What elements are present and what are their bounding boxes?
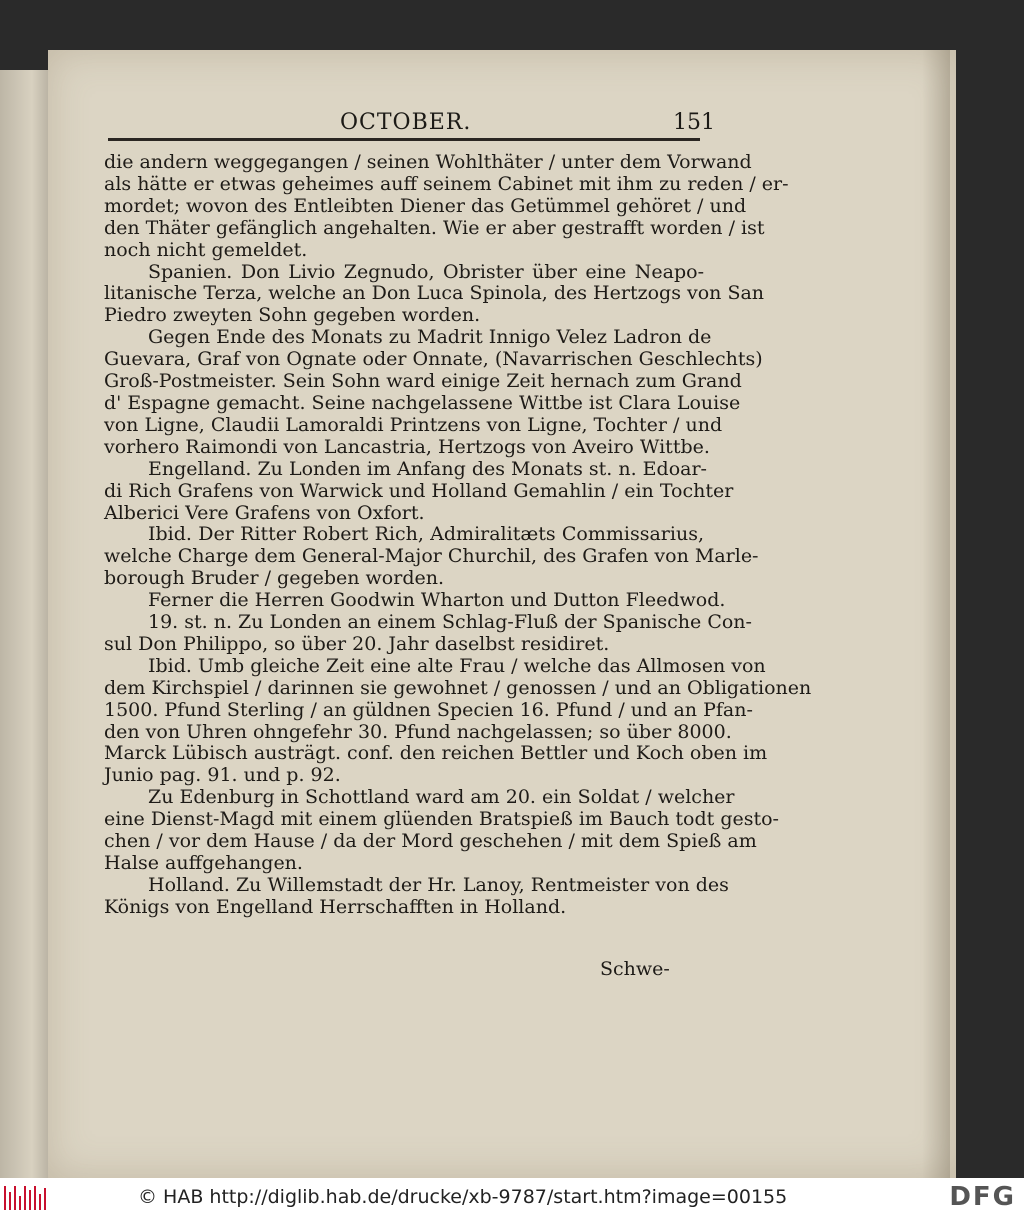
text-line: Ibid. Umb gleiche Zeit eine alte Frau / welche das Allmosen von xyxy=(148,654,766,677)
text-line: eine Dienst-Magd mit einem glüenden Bratspieß im Bauch todt gesto- xyxy=(104,808,779,831)
text-line: Guevara, Graf von Ognate oder Onnate, (Navarrischen Geschlechts) xyxy=(104,348,763,371)
hab-logo-icon xyxy=(4,1186,46,1210)
text-line: Alberici Vere Grafens von Oxfort. xyxy=(104,501,425,524)
text-line: welche Charge dem General-Major Churchil, des Grafen von Marle- xyxy=(104,545,759,568)
text-line: litanische Terza, welche an Don Luca Spinola, des Hertzogs von San xyxy=(104,282,765,305)
text-line: Holland. Zu Willemstadt der Hr. Lanoy, Rentmeister von des xyxy=(148,873,729,896)
text-line: borough Bruder / gegeben worden. xyxy=(104,567,445,590)
text-line: 19. st. n. Zu Londen an einem Schlag-Fluß der Spanische Con- xyxy=(148,611,752,634)
dfg-logo: DFG xyxy=(949,1182,1016,1212)
text-line: Marck Lübisch austrägt. conf. den reichen Bettler und Koch oben im xyxy=(104,742,768,765)
text-line: Engelland. Zu Londen im Anfang des Monats st. n. Edoar- xyxy=(148,457,707,480)
text-line: Gegen Ende des Monats zu Madrit Innigo Velez Ladron de xyxy=(148,326,712,349)
page-number: 151 xyxy=(673,110,715,135)
text-line: Königs von Engelland Herrschafften in Holland. xyxy=(104,895,567,918)
catchword: Schwe- xyxy=(600,958,670,980)
text-line: vorhero Raimondi von Lancastria, Hertzogs von Aveiro Wittbe. xyxy=(104,435,710,458)
text-line: Halse auffgehangen. xyxy=(104,852,303,874)
text-line: Zu Edenburg in Schottland ward am 20. ein Soldat / welcher xyxy=(148,786,735,809)
text-line: d' Espagne gemacht. Seine nachgelassene Wittbe ist Clara Louise xyxy=(104,391,741,414)
text-line: Spanien. Don Livio Zegnudo, Obrister über eine Neapo- xyxy=(148,260,704,283)
text-line: Ferner die Herren Goodwin Wharton und Dutton Fleedwod. xyxy=(148,589,726,612)
text-line: Piedro zweyten Sohn gegeben worden. xyxy=(104,304,481,327)
body-text xyxy=(104,151,812,919)
text-line: 1500. Pfund Sterling / an güldnen Specien 16. Pfund / und an Pfan- xyxy=(104,698,753,721)
text-line: noch nicht gemeldet. xyxy=(104,238,308,261)
text-line: mordet; wovon des Entleibten Diener das Getümmel gehöret / und xyxy=(104,194,747,217)
text-line: dem Kirchspiel / darinnen sie gewohnet / genossen / und an Obligationen xyxy=(104,676,812,699)
copyright-link[interactable]: © HAB http://diglib.hab.de/drucke/xb-9787/start.htm?image=00155 xyxy=(138,1186,788,1208)
header-rule xyxy=(108,138,700,141)
text-line: Groß-Postmeister. Sein Sohn ward einige Zeit hernach zum Grand xyxy=(104,370,742,393)
running-title: OCTOBER. xyxy=(340,110,472,135)
page-shadow xyxy=(922,50,950,1178)
text-line: als hätte er etwas geheimes auff seinem Cabinet mit ihm zu reden / er- xyxy=(104,172,789,195)
text-line: sul Don Philippo, so über 20. Jahr daselbst residiret. xyxy=(104,632,610,655)
text-line: von Ligne, Claudii Lamoraldi Printzens von Ligne, Tochter / und xyxy=(104,413,723,436)
running-head xyxy=(100,110,715,150)
text-line: chen / vor dem Hause / da der Mord geschehen / mit dem Spieß am xyxy=(104,830,757,853)
text-line: Ibid. Der Ritter Robert Rich, Admiralitæts Commissarius, xyxy=(148,523,704,546)
text-line: den von Uhren ohngefehr 30. Pfund nachgelassen; so über 8000. xyxy=(104,720,732,743)
text-line: Junio pag. 91. und p. 92. xyxy=(104,764,341,787)
text-line: die andern weggegangen / seinen Wohlthäter / unter dem Vorwand xyxy=(104,151,752,173)
footer-bar xyxy=(0,1178,1024,1217)
text-line: den Thäter gefänglich angehalten. Wie er aber gestrafft worden / ist xyxy=(104,216,765,239)
text-line: di Rich Grafens von Warwick und Holland Gemahlin / ein Tochter xyxy=(104,479,734,502)
